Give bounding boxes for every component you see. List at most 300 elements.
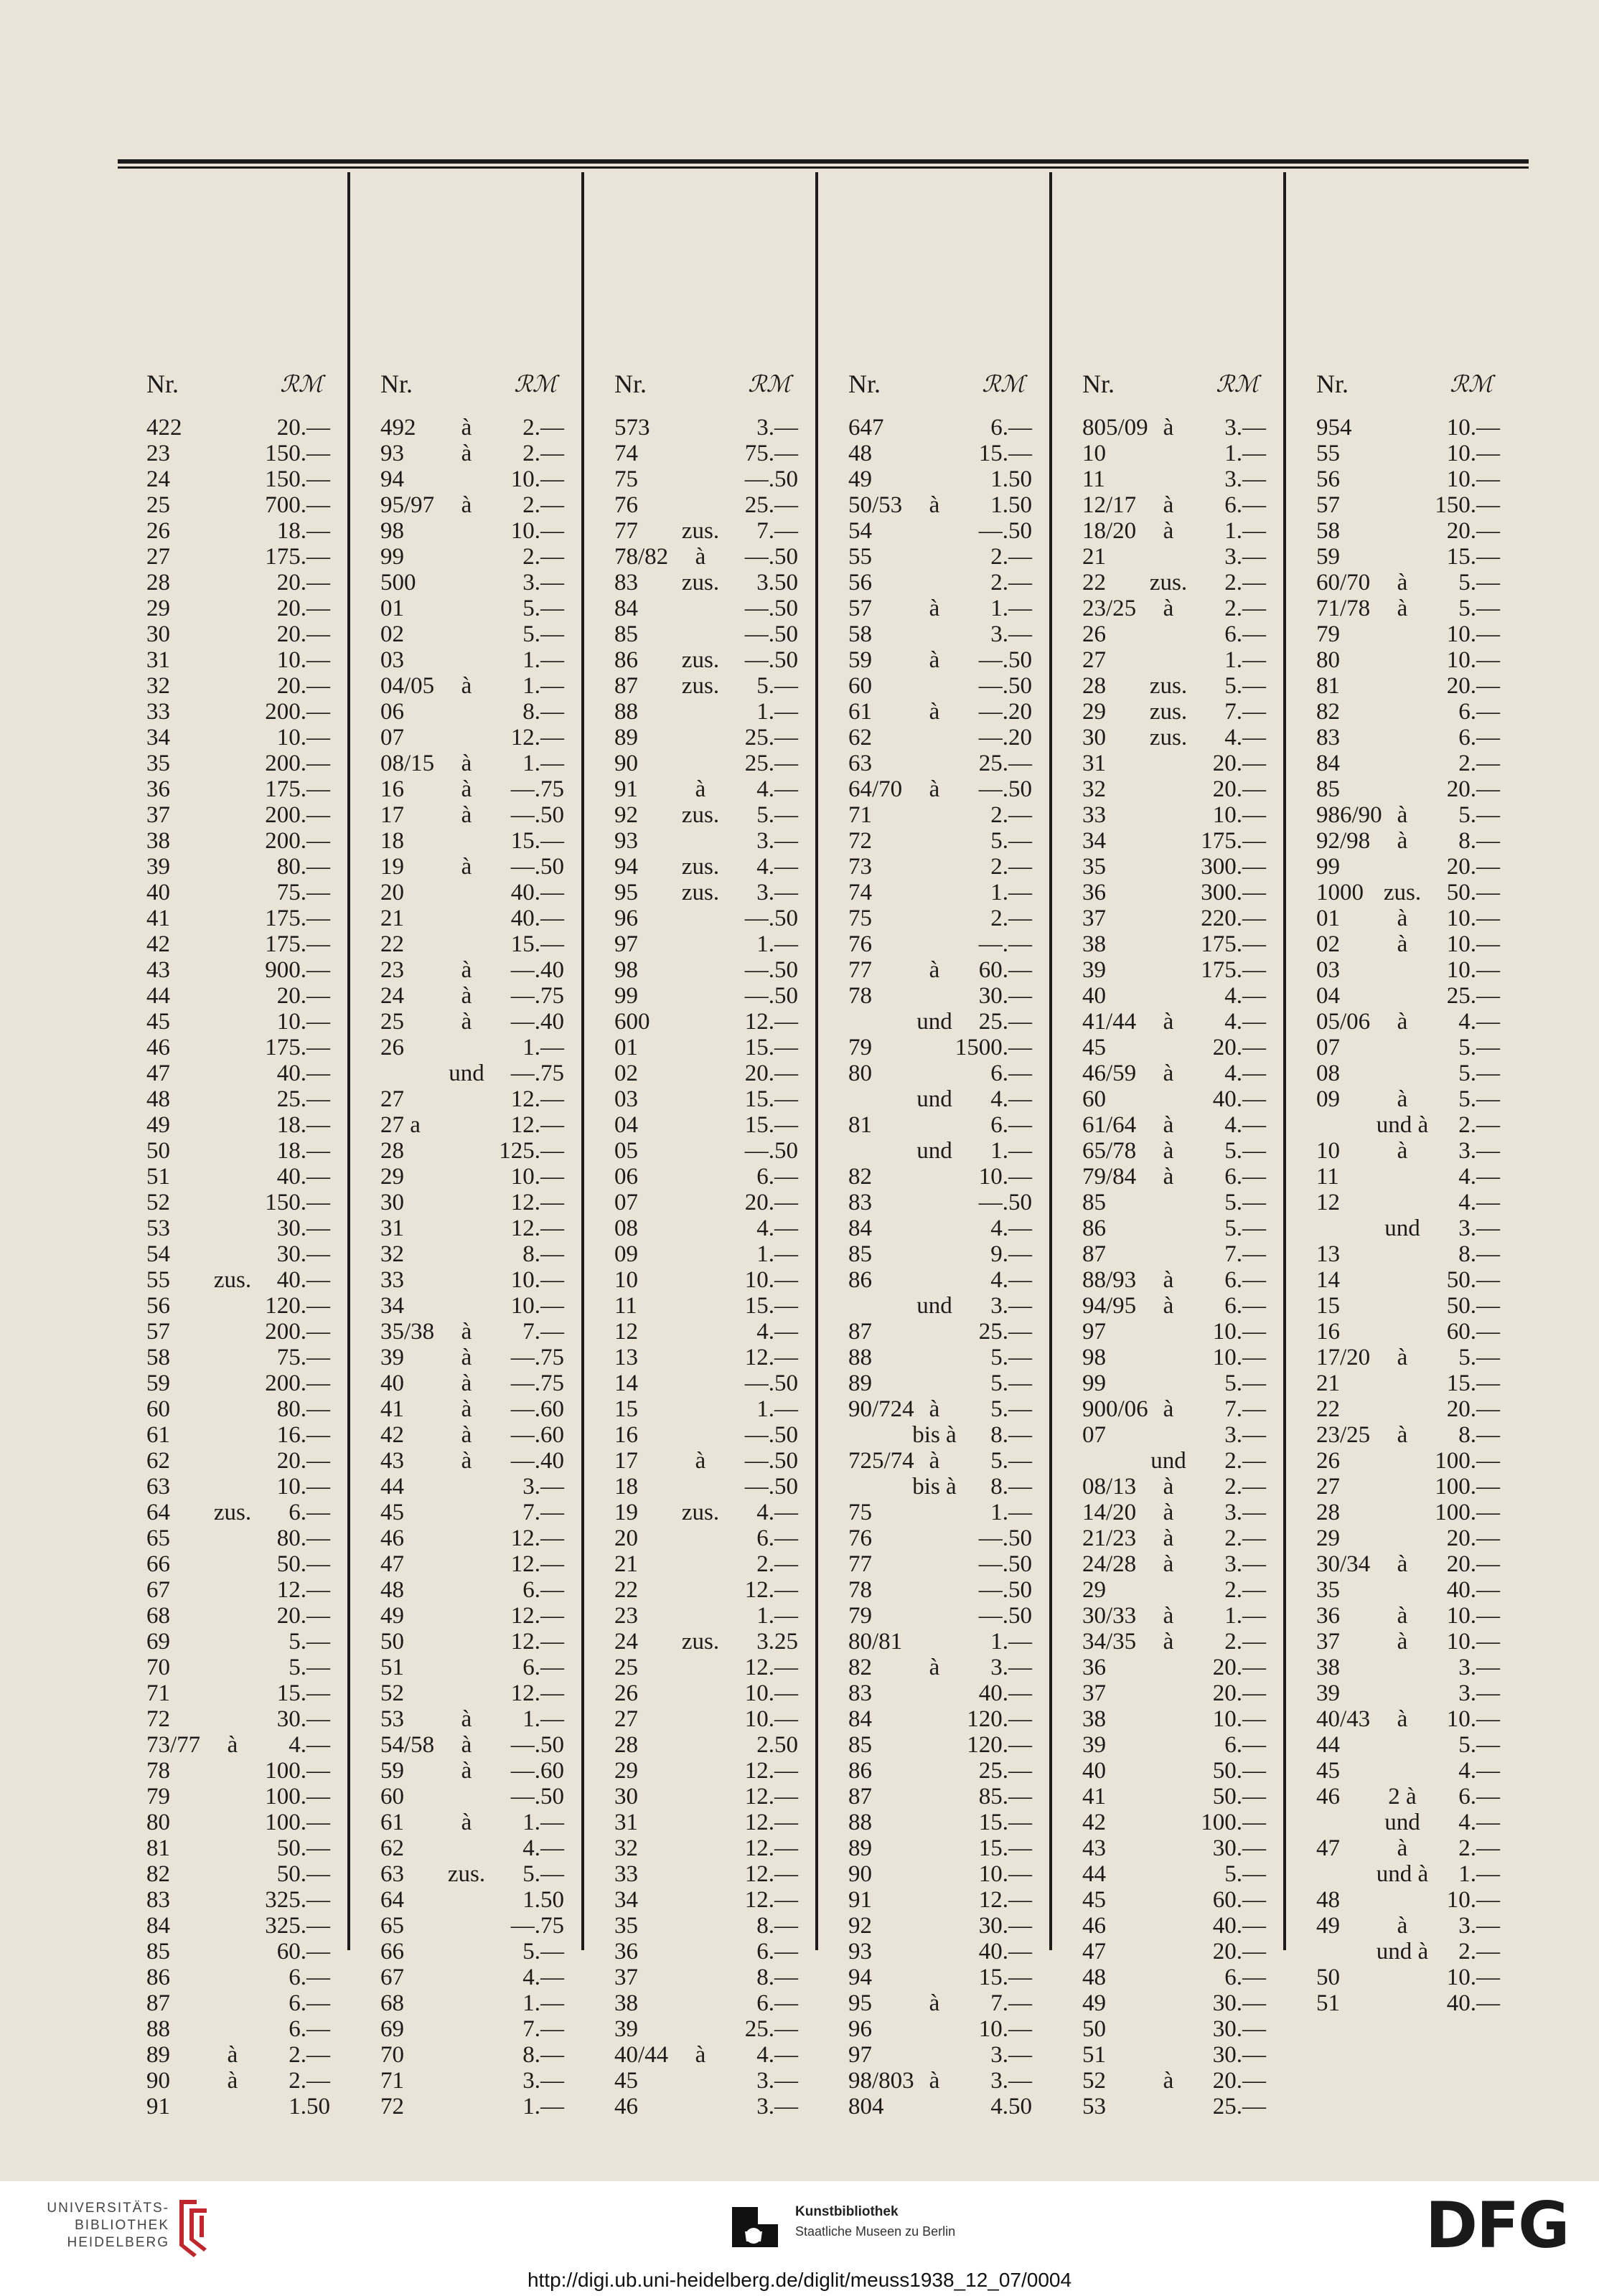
list-item — [118, 1035, 352, 1060]
price-value: 3.— — [1458, 1655, 1500, 1680]
lot-number: 90 — [146, 2068, 170, 2094]
price-value: 2.— — [990, 802, 1032, 828]
list-item — [820, 957, 1054, 983]
header-reichsmark: ℛℳ — [514, 370, 557, 397]
lot-number: 97 — [1082, 1319, 1106, 1345]
list-item — [118, 1990, 352, 2016]
list-item — [352, 1267, 586, 1293]
price-value: 10.— — [1446, 621, 1500, 647]
list-item — [1054, 1706, 1288, 1732]
price-value: 16.— — [276, 1422, 330, 1448]
lot-number: 84 — [1316, 751, 1340, 776]
list-item — [118, 1319, 352, 1345]
lot-number: 50 — [146, 1138, 170, 1164]
price-value: 4.— — [1458, 1164, 1500, 1190]
price-value: 1.— — [756, 1603, 798, 1629]
list-item — [1054, 1370, 1288, 1396]
list-item — [1054, 1035, 1288, 1060]
lot-number: 02 — [614, 1060, 638, 1086]
list-item — [820, 880, 1054, 905]
lot-number: 95 — [848, 1990, 872, 2016]
lot-number: 27 — [1082, 647, 1106, 673]
price-value: 3.— — [1224, 466, 1266, 492]
price-modifier: à — [1397, 1913, 1408, 1939]
list-item — [118, 2094, 352, 2119]
lot-number: 32 — [614, 1835, 638, 1861]
price-modifier: und à — [1376, 1939, 1429, 1965]
price-value: 30.— — [978, 983, 1032, 1009]
price-value: 5.— — [1224, 1861, 1266, 1887]
lot-number: 98 — [1082, 1345, 1106, 1370]
list-item — [1054, 673, 1288, 699]
price-modifier: à — [461, 1009, 472, 1035]
price-modifier: und — [916, 1009, 952, 1035]
price-value: 25.— — [744, 725, 798, 751]
lot-number: 17 — [380, 802, 404, 828]
price-modifier: à — [1397, 931, 1408, 957]
column-header — [1288, 366, 1521, 402]
list-item — [820, 1784, 1054, 1810]
price-value: 8.— — [522, 699, 564, 725]
price-value: 3.— — [1224, 415, 1266, 441]
lot-number: 65 — [146, 1525, 170, 1551]
price-modifier: à — [461, 673, 472, 699]
price-modifier: à — [461, 1706, 472, 1732]
lot-number: 14/20 — [1082, 1500, 1137, 1525]
list-item — [118, 1190, 352, 1215]
lot-number: 17/20 — [1316, 1345, 1371, 1370]
lot-number: 45 — [1316, 1758, 1340, 1784]
list-item — [586, 957, 820, 983]
list-item — [1288, 570, 1521, 596]
lot-number: 84 — [848, 1215, 872, 1241]
price-value: —.20 — [978, 725, 1032, 751]
list-item — [1288, 1009, 1521, 1035]
lot-number: 73 — [848, 854, 872, 880]
lot-number: 71 — [380, 2068, 404, 2094]
column-divider — [815, 172, 818, 1950]
list-item — [586, 1009, 820, 1035]
price-value: 18.— — [276, 1138, 330, 1164]
lot-number: 78 — [146, 1758, 170, 1784]
price-value: 100.— — [265, 1810, 330, 1835]
lot-number: 36 — [614, 1939, 638, 1965]
entry-list — [118, 415, 352, 2119]
price-value: 5.— — [522, 596, 564, 621]
lot-number: 83 — [848, 1680, 872, 1706]
price-value: 175.— — [265, 544, 330, 570]
lot-number: 60 — [1082, 1086, 1106, 1112]
lot-number: 07 — [614, 1190, 638, 1215]
price-value: 20.— — [276, 673, 330, 699]
price-modifier: à — [227, 1732, 238, 1758]
price-value: —.50 — [744, 647, 798, 673]
price-modifier: à — [1163, 1293, 1174, 1319]
lot-number: 34/35 — [1082, 1629, 1137, 1655]
price-value: 25.— — [744, 492, 798, 518]
lot-number: 26 — [1316, 1448, 1340, 1474]
lot-number: 18/20 — [1082, 518, 1137, 544]
price-modifier: à — [1163, 1474, 1174, 1500]
lot-number: 81 — [848, 1112, 872, 1138]
lot-number: 47 — [380, 1551, 404, 1577]
list-item — [1288, 1758, 1521, 1784]
lot-number: 65 — [380, 1913, 404, 1939]
list-item — [1054, 2068, 1288, 2094]
price-modifier: à — [461, 983, 472, 1009]
lot-number: 72 — [848, 828, 872, 854]
price-value: 2.— — [1458, 1939, 1500, 1965]
price-value: 100.— — [1435, 1448, 1500, 1474]
price-value: 20.— — [1212, 1655, 1266, 1680]
lot-number: 60 — [848, 673, 872, 699]
list-item — [352, 1732, 586, 1758]
list-item — [1054, 441, 1288, 466]
price-value: 1.50 — [990, 492, 1032, 518]
lot-number: 29 — [146, 596, 170, 621]
price-value: 4.— — [1458, 1009, 1500, 1035]
list-item — [1054, 647, 1288, 673]
price-value: 5.— — [990, 1345, 1032, 1370]
lot-number: 35 — [1316, 1577, 1340, 1603]
price-value: 10.— — [276, 1009, 330, 1035]
list-item — [1054, 1396, 1288, 1422]
lot-number: 66 — [146, 1551, 170, 1577]
list-item — [118, 1913, 352, 1939]
price-value: 175.— — [1201, 931, 1266, 957]
list-item — [352, 415, 586, 441]
price-value: 75.— — [276, 1345, 330, 1370]
price-value: 15.— — [744, 1086, 798, 1112]
lot-number: 05/06 — [1316, 1009, 1371, 1035]
price-value: 6.— — [1224, 621, 1266, 647]
lot-number: 31 — [1082, 751, 1106, 776]
lot-number: 90 — [614, 751, 638, 776]
list-item — [586, 1112, 820, 1138]
list-item — [586, 2016, 820, 2042]
kunstbibliothek-logo[interactable] — [732, 2200, 1019, 2250]
price-modifier: à — [929, 1655, 940, 1680]
lot-number: 71 — [848, 802, 872, 828]
header-nr: Nr. — [380, 370, 413, 398]
list-item — [820, 802, 1054, 828]
lot-number: 68 — [146, 1603, 170, 1629]
university-library-logo[interactable] — [26, 2194, 212, 2259]
price-value: 20.— — [1446, 673, 1500, 699]
list-item — [118, 1861, 352, 1887]
price-value: 10.— — [510, 466, 564, 492]
price-value: —.50 — [510, 854, 564, 880]
price-value: 20.— — [1446, 1396, 1500, 1422]
list-item — [118, 596, 352, 621]
lot-number: 10 — [614, 1267, 638, 1293]
lot-number: 50 — [1316, 1965, 1340, 1990]
lot-number: 95/97 — [380, 492, 435, 518]
entry-list — [820, 415, 1054, 2119]
lot-number: 08 — [614, 1215, 638, 1241]
price-value: 10.— — [744, 1706, 798, 1732]
lot-number: 15 — [614, 1396, 638, 1422]
list-item — [118, 1215, 352, 1241]
price-value: 10.— — [276, 1474, 330, 1500]
price-value: 175.— — [1201, 828, 1266, 854]
lot-number: 11 — [614, 1293, 637, 1319]
list-item — [118, 1784, 352, 1810]
entry-list — [352, 415, 586, 2119]
list-item — [118, 802, 352, 828]
lot-number: 22 — [614, 1577, 638, 1603]
lot-number: 46 — [1316, 1784, 1340, 1810]
price-value: 30.— — [276, 1215, 330, 1241]
list-item — [1288, 776, 1521, 802]
list-item — [1288, 1164, 1521, 1190]
lot-number: 18 — [380, 828, 404, 854]
lot-number: 28 — [614, 1732, 638, 1758]
lot-number: 37 — [614, 1965, 638, 1990]
price-value: 5.— — [990, 1396, 1032, 1422]
price-value: 8.— — [522, 1241, 564, 1267]
price-value: 200.— — [265, 828, 330, 854]
price-modifier: zus. — [681, 518, 720, 544]
list-item — [1288, 880, 1521, 905]
list-item — [820, 2042, 1054, 2068]
price-modifier: zus. — [681, 647, 720, 673]
dfg-logo[interactable]: DFG — [1425, 2188, 1569, 2262]
lot-number: 29 — [1082, 699, 1106, 725]
price-modifier: zus. — [681, 802, 720, 828]
lot-number: 04/05 — [380, 673, 435, 699]
lot-number: 61 — [848, 699, 872, 725]
price-value: 12.— — [744, 1345, 798, 1370]
price-value: 4.— — [756, 854, 798, 880]
price-value: 1.50 — [990, 466, 1032, 492]
lot-number: 85 — [1082, 1190, 1106, 1215]
lot-number: 91 — [146, 2094, 170, 2119]
list-item — [118, 441, 352, 466]
list-item — [1288, 957, 1521, 983]
list-item — [118, 544, 352, 570]
price-value: 4.— — [1458, 1810, 1500, 1835]
lot-number: 77 — [848, 957, 872, 983]
lot-number: 35 — [1082, 854, 1106, 880]
lot-number: 48 — [146, 1086, 170, 1112]
price-value: 4.— — [1224, 1009, 1266, 1035]
list-item — [820, 1112, 1054, 1138]
list-item — [352, 1474, 586, 1500]
list-item — [1054, 1990, 1288, 2016]
list-item — [586, 596, 820, 621]
price-value: 6.— — [1458, 725, 1500, 751]
list-item — [1288, 466, 1521, 492]
list-item — [352, 647, 586, 673]
price-value: 10.— — [510, 1164, 564, 1190]
lot-number: 24 — [614, 1629, 638, 1655]
list-item — [1288, 854, 1521, 880]
price-value: 100.— — [1435, 1474, 1500, 1500]
price-modifier: à — [929, 1448, 940, 1474]
list-item — [586, 905, 820, 931]
list-item — [586, 570, 820, 596]
price-value: 50.— — [276, 1551, 330, 1577]
list-item — [118, 1293, 352, 1319]
price-modifier: und — [916, 1293, 952, 1319]
list-item — [118, 905, 352, 931]
lot-number: 53 — [146, 1215, 170, 1241]
price-value: 1.— — [522, 2094, 564, 2119]
lot-number: 30 — [1082, 725, 1106, 751]
list-item — [1054, 544, 1288, 570]
lot-number: 56 — [146, 1293, 170, 1319]
lot-number: 51 — [146, 1164, 170, 1190]
price-value: 50.— — [1446, 1293, 1500, 1319]
lot-number: 79 — [848, 1603, 872, 1629]
list-item — [352, 466, 586, 492]
list-item — [1288, 905, 1521, 931]
price-value: 12.— — [276, 1577, 330, 1603]
lot-number: 64 — [146, 1500, 170, 1525]
list-item — [352, 1422, 586, 1448]
lot-number: 81 — [1316, 673, 1340, 699]
lot-number: 33 — [146, 699, 170, 725]
price-value: 10.— — [1212, 1319, 1266, 1345]
page-url-link[interactable]: http://digi.ub.uni-heidelberg.de/diglit/meuss1938_12_07/0004 — [527, 2269, 1072, 2291]
price-value: 18.— — [276, 1112, 330, 1138]
price-value: 100.— — [1435, 1500, 1500, 1525]
price-value: —.50 — [510, 1732, 564, 1758]
price-value: 10.— — [276, 647, 330, 673]
lot-number: 08/13 — [1082, 1474, 1137, 1500]
list-item — [118, 1758, 352, 1784]
lot-number: 10 — [1316, 1138, 1340, 1164]
price-value: 5.— — [1458, 1732, 1500, 1758]
list-item — [1288, 415, 1521, 441]
price-value: 75.— — [276, 880, 330, 905]
list-item — [1054, 1345, 1288, 1370]
list-item — [820, 828, 1054, 854]
list-item — [118, 1009, 352, 1035]
list-item — [586, 1293, 820, 1319]
lot-number: 25 — [146, 492, 170, 518]
price-value: 900.— — [265, 957, 330, 983]
price-value: 25.— — [978, 751, 1032, 776]
price-value: 15.— — [1446, 544, 1500, 570]
price-value: 5.— — [1458, 570, 1500, 596]
price-value: 15.— — [744, 1112, 798, 1138]
list-item — [118, 751, 352, 776]
price-value: 2.— — [1224, 1474, 1266, 1500]
price-value: 175.— — [265, 1035, 330, 1060]
list-item — [586, 2068, 820, 2094]
lot-number: 25 — [614, 1655, 638, 1680]
lot-number: 57 — [1316, 492, 1340, 518]
list-item — [820, 1629, 1054, 1655]
list-item — [1288, 1370, 1521, 1396]
price-modifier: à — [1397, 1835, 1408, 1861]
price-value: 300.— — [1201, 854, 1266, 880]
list-item — [352, 1009, 586, 1035]
lot-number: 48 — [1316, 1887, 1340, 1913]
lot-number: 46/59 — [1082, 1060, 1137, 1086]
price-value: 175.— — [265, 905, 330, 931]
list-item — [352, 802, 586, 828]
price-value: 6.— — [756, 1939, 798, 1965]
lot-number: 82 — [1316, 699, 1340, 725]
list-item — [1288, 1138, 1521, 1164]
list-item — [352, 1577, 586, 1603]
list-item — [586, 1629, 820, 1655]
lot-number: 45 — [380, 1500, 404, 1525]
price-value: 10.— — [978, 2016, 1032, 2042]
lot-number: 48 — [380, 1577, 404, 1603]
list-item — [1288, 1990, 1521, 2016]
list-item — [1054, 1861, 1288, 1887]
lot-number: 16 — [614, 1422, 638, 1448]
list-item — [586, 1267, 820, 1293]
lot-number: 32 — [380, 1241, 404, 1267]
list-item — [352, 828, 586, 854]
list-item — [820, 1939, 1054, 1965]
list-item — [352, 699, 586, 725]
price-value: —.50 — [510, 802, 564, 828]
lot-number: 63 — [848, 751, 872, 776]
list-item — [820, 518, 1054, 544]
lot-number: 93 — [614, 828, 638, 854]
lot-number: 07 — [1082, 1422, 1106, 1448]
lot-number: 21 — [1316, 1370, 1340, 1396]
lot-number: 62 — [380, 1835, 404, 1861]
price-value: 3.— — [1458, 1680, 1500, 1706]
price-value: 15.— — [978, 1835, 1032, 1861]
price-modifier: und — [916, 1086, 952, 1112]
price-value: 3.25 — [756, 1629, 798, 1655]
lot-number: 42 — [380, 1422, 404, 1448]
list-item — [1288, 596, 1521, 621]
price-value: 5.— — [1458, 802, 1500, 828]
lot-number: 06 — [380, 699, 404, 725]
list-item — [1054, 880, 1288, 905]
price-value: 25.— — [1446, 983, 1500, 1009]
list-item — [118, 725, 352, 751]
list-item — [352, 2016, 586, 2042]
list-item — [352, 776, 586, 802]
list-item — [586, 1164, 820, 1190]
price-modifier: à — [1163, 415, 1174, 441]
list-item — [1054, 1138, 1288, 1164]
list-item — [586, 441, 820, 466]
list-item — [352, 2068, 586, 2094]
price-value: 6.— — [289, 2016, 330, 2042]
lot-number: 44 — [146, 983, 170, 1009]
lot-number: 21 — [1082, 544, 1106, 570]
price-value: 1.— — [990, 880, 1032, 905]
price-value: 40.— — [978, 1680, 1032, 1706]
price-value: —.75 — [510, 1370, 564, 1396]
price-modifier: à — [461, 802, 472, 828]
price-modifier: à — [461, 1345, 472, 1370]
list-item — [586, 1319, 820, 1345]
price-modifier: und — [449, 1060, 484, 1086]
price-value: 15.— — [978, 1965, 1032, 1990]
list-item — [1054, 828, 1288, 854]
lot-number: 96 — [848, 2016, 872, 2042]
price-modifier: à — [1163, 1500, 1174, 1525]
lot-number: 06 — [614, 1164, 638, 1190]
price-value: —.50 — [978, 673, 1032, 699]
list-item — [586, 751, 820, 776]
price-value: 2.— — [289, 2042, 330, 2068]
price-value: 12.— — [744, 1758, 798, 1784]
list-item — [820, 931, 1054, 957]
